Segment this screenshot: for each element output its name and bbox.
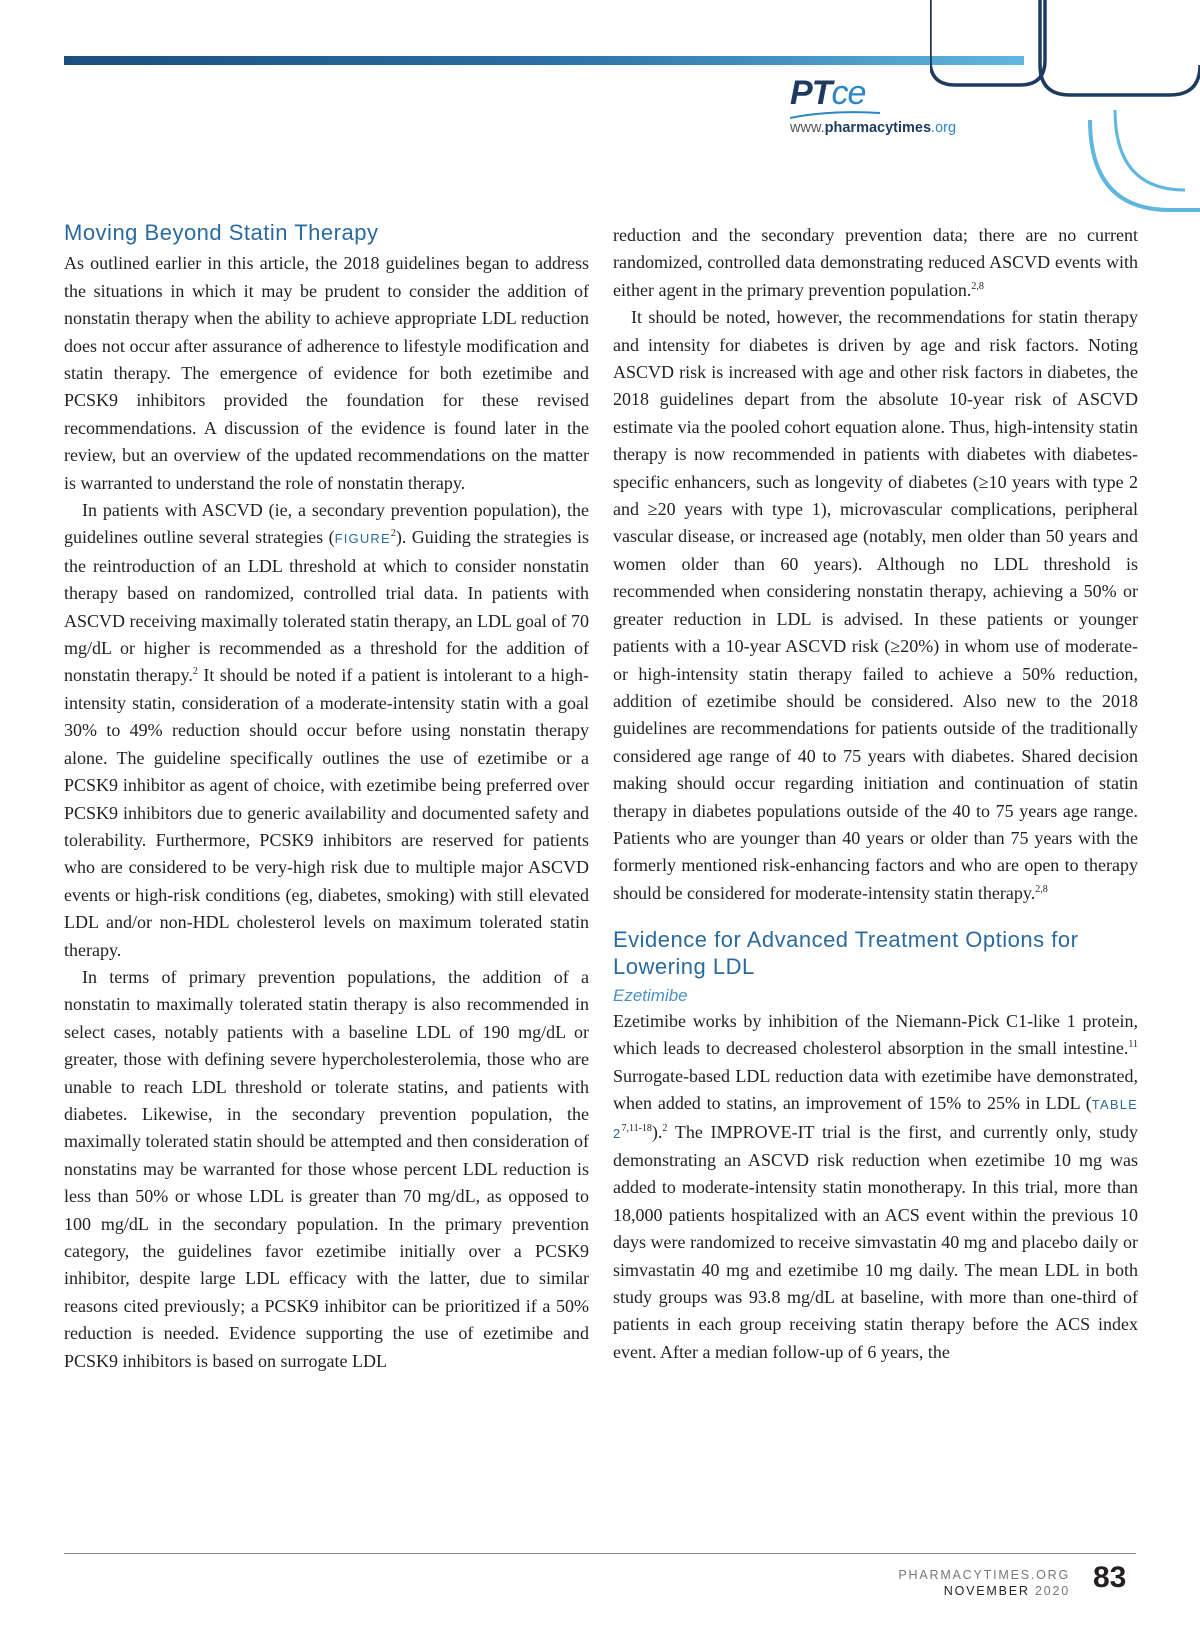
footer-site: PHARMACYTIMES.ORG <box>898 1568 1070 1582</box>
logo-wordmark: PTce <box>790 74 866 112</box>
footer-year: 2020 <box>1034 1584 1070 1598</box>
paragraph: In patients with ASCVD (ie, a secondary prevention population), the guidelines outline several strategies (FIGURE$^2$). Guiding the strategies is the reintroduction of an LDL threshold at which to consider nonstatin therapy based on randomized, controlled trial data. In patients with ASCVD receiving maximally tolerated statin therapy, an LDL goal of 70 mg/dL or higher is recommended as a threshold for the addition of nonstatin therapy.$^2$ It should be noted if a patient is intolerant to a high-intensity statin, consideration of a moderate-intensity statin with a goal 30% to 49% reduction should occur before using nonstatin therapy alone. The guideline specifically outlines the use of ezetimibe or a PCSK9 inhibitor as agent of choice, with ezetimibe being preferred over PCSK9 inhibitors due to generic availability and documented safety and tolerability. Furthermore, PCSK9 inhibitors are reserved for patients who are considered to be very-high risk due to multiple major ASCVD events or high-risk conditions (eg, diabetes, smoking) with still elevated LDL and/or non-HDL cholesterol levels on maximum tolerated statin therapy. <box>64 500 590 960</box>
left-column <box>64 220 589 1375</box>
section-heading: Moving Beyond Statin Therapy <box>64 220 379 245</box>
footer-month: NOVEMBER <box>943 1584 1030 1598</box>
table-reference-link[interactable]: TABLE 2 <box>613 1097 1138 1141</box>
logo-url: www.pharmacytimes.org <box>790 120 957 136</box>
subsection-heading: Ezetimibe <box>613 985 688 1005</box>
right-column <box>613 222 1138 1366</box>
paragraph: reduction and the secondary prevention data; there are no current randomized, controlled data demonstrating reduced ASCVD events with either agent in the primary prevention population.$^{2,8}$ <box>613 225 1138 300</box>
paragraph: As outlined earlier in this article, the 2018 guidelines began to address the situations in which it may be prudent to consider the addition of nonstatin therapy when the ability to achieve appropriate LDL reduction does not occur after assurance of adherence to lifestyle modification and statin therapy. The emergence of evidence for both ezetimibe and PCSK9 inhibitors provided the foundation for these revised recommendations. A discussion of the evidence is found later in the review, but an overview of the updated recommendations on the matter is warranted to understand the role of nonstatin therapy. <box>64 253 589 493</box>
paragraph: It should be noted, however, the recommendations for statin therapy and intensity for diabetes is driven by age and risk factors. Noting ASCVD risk is increased with age and other risk factors in diabetes, the 2018 guidelines depart from the absolute 10-year risk of ASCVD estimate via the pooled cohort equation alone. Thus, high-intensity statin therapy is now recommended in patients with diabetes with diabetes-specific enhancers, such as longevity of diabetes (≥10 years with type 2 and ≥20 years with type 1), microvascular complications, peripheral vascular disease, or increased age (notably, men older than 50 years and women older than 60 years). Although no LDL threshold is recommended when considering nonstatin therapy, achieving a 50% or greater reduction in LDL is advised. In these patients or younger patients with a 10-year ASCVD risk (≥20%) in whom use of moderate- or high-intensity statin therapy failed to achieve a 50% reduction, addition of ezetimibe should be considered. Also new to the 2018 guidelines are recommendations for patients outside of the traditionally considered age range of 40 to 75 years with diabetes. Shared decision making should occur regarding initiation and continuation of statin therapy in diabetes populations outside of the 40 to 75 years age range. Patients who are younger than 40 years or older than 75 years with the formerly mentioned risk-enhancing factors and who are open to therapy should be considered for moderate-intensity statin therapy.$^{2,8}$ <box>613 307 1138 903</box>
footer-info <box>898 1567 1070 1599</box>
page-number: 83 <box>1093 1561 1127 1594</box>
paragraph: Ezetimibe works by inhibition of the Niemann-Pick C1-like 1 protein, which leads to decreased cholesterol absorption in the small intestine.$^{11}$ Surrogate-based LDL reduction data with ezetimibe have demonstrated, when added to statins, an improvement of 15% to 25% in LDL (TABLE 2$^{7,11-18}$).$^2$ The IMPROVE-IT trial is the first, and currently only, study demonstrating an ASCVD risk reduction when ezetimibe 10 mg was added to moderate-intensity statin monotherapy. In this trial, more than 18,000 patients hospitalized with an ACS event within the previous 10 days were randomized to receive simvastatin 40 mg and placebo daily or simvastatin 40 mg and ezetimibe 10 mg daily. The mean LDL in both study groups was 93.8 mg/dL at baseline, with more than one-third of patients in each group receiving statin therapy before the ACS index event. After a median follow-up of 6 years, the <box>613 1010 1138 1362</box>
figure-reference-link[interactable]: FIGURE <box>334 531 391 547</box>
section-heading: Evidence for Advanced Treatment Options for Lowering LDL <box>613 927 1079 979</box>
ptce-logo <box>790 76 1040 136</box>
footer-rule <box>64 1553 1136 1554</box>
paragraph: In terms of primary prevention populations, the addition of a nonstatin to maximally tolerated statin therapy is also recommended in select cases, notably patients with a baseline LDL of 190 mg/dL or greater, those with defining severe hypercholesterolemia, those who are unable to reach LDL threshold or tolerate statins, and patients with diabetes. Likewise, in the secondary prevention population, the maximally tolerated statin should be attempted and then consideration of nonstatins may be warranted for those whose percent LDL reduction is less than 50% or whose LDL is greater than 70 mg/dL, as opposed to 100 mg/dL in the secondary population. In the primary prevention category, the guidelines favor ezetimibe initially over a PCSK9 inhibitor, despite large LDL efficacy with the latter, due to similar reasons cited previously; a PCSK9 inhibitor can be prioritized if a 50% reduction is needed. Evidence supporting the use of ezetimibe and PCSK9 inhibitors is based on surrogate LDL <box>64 966 589 1371</box>
header-rule <box>64 56 1024 65</box>
